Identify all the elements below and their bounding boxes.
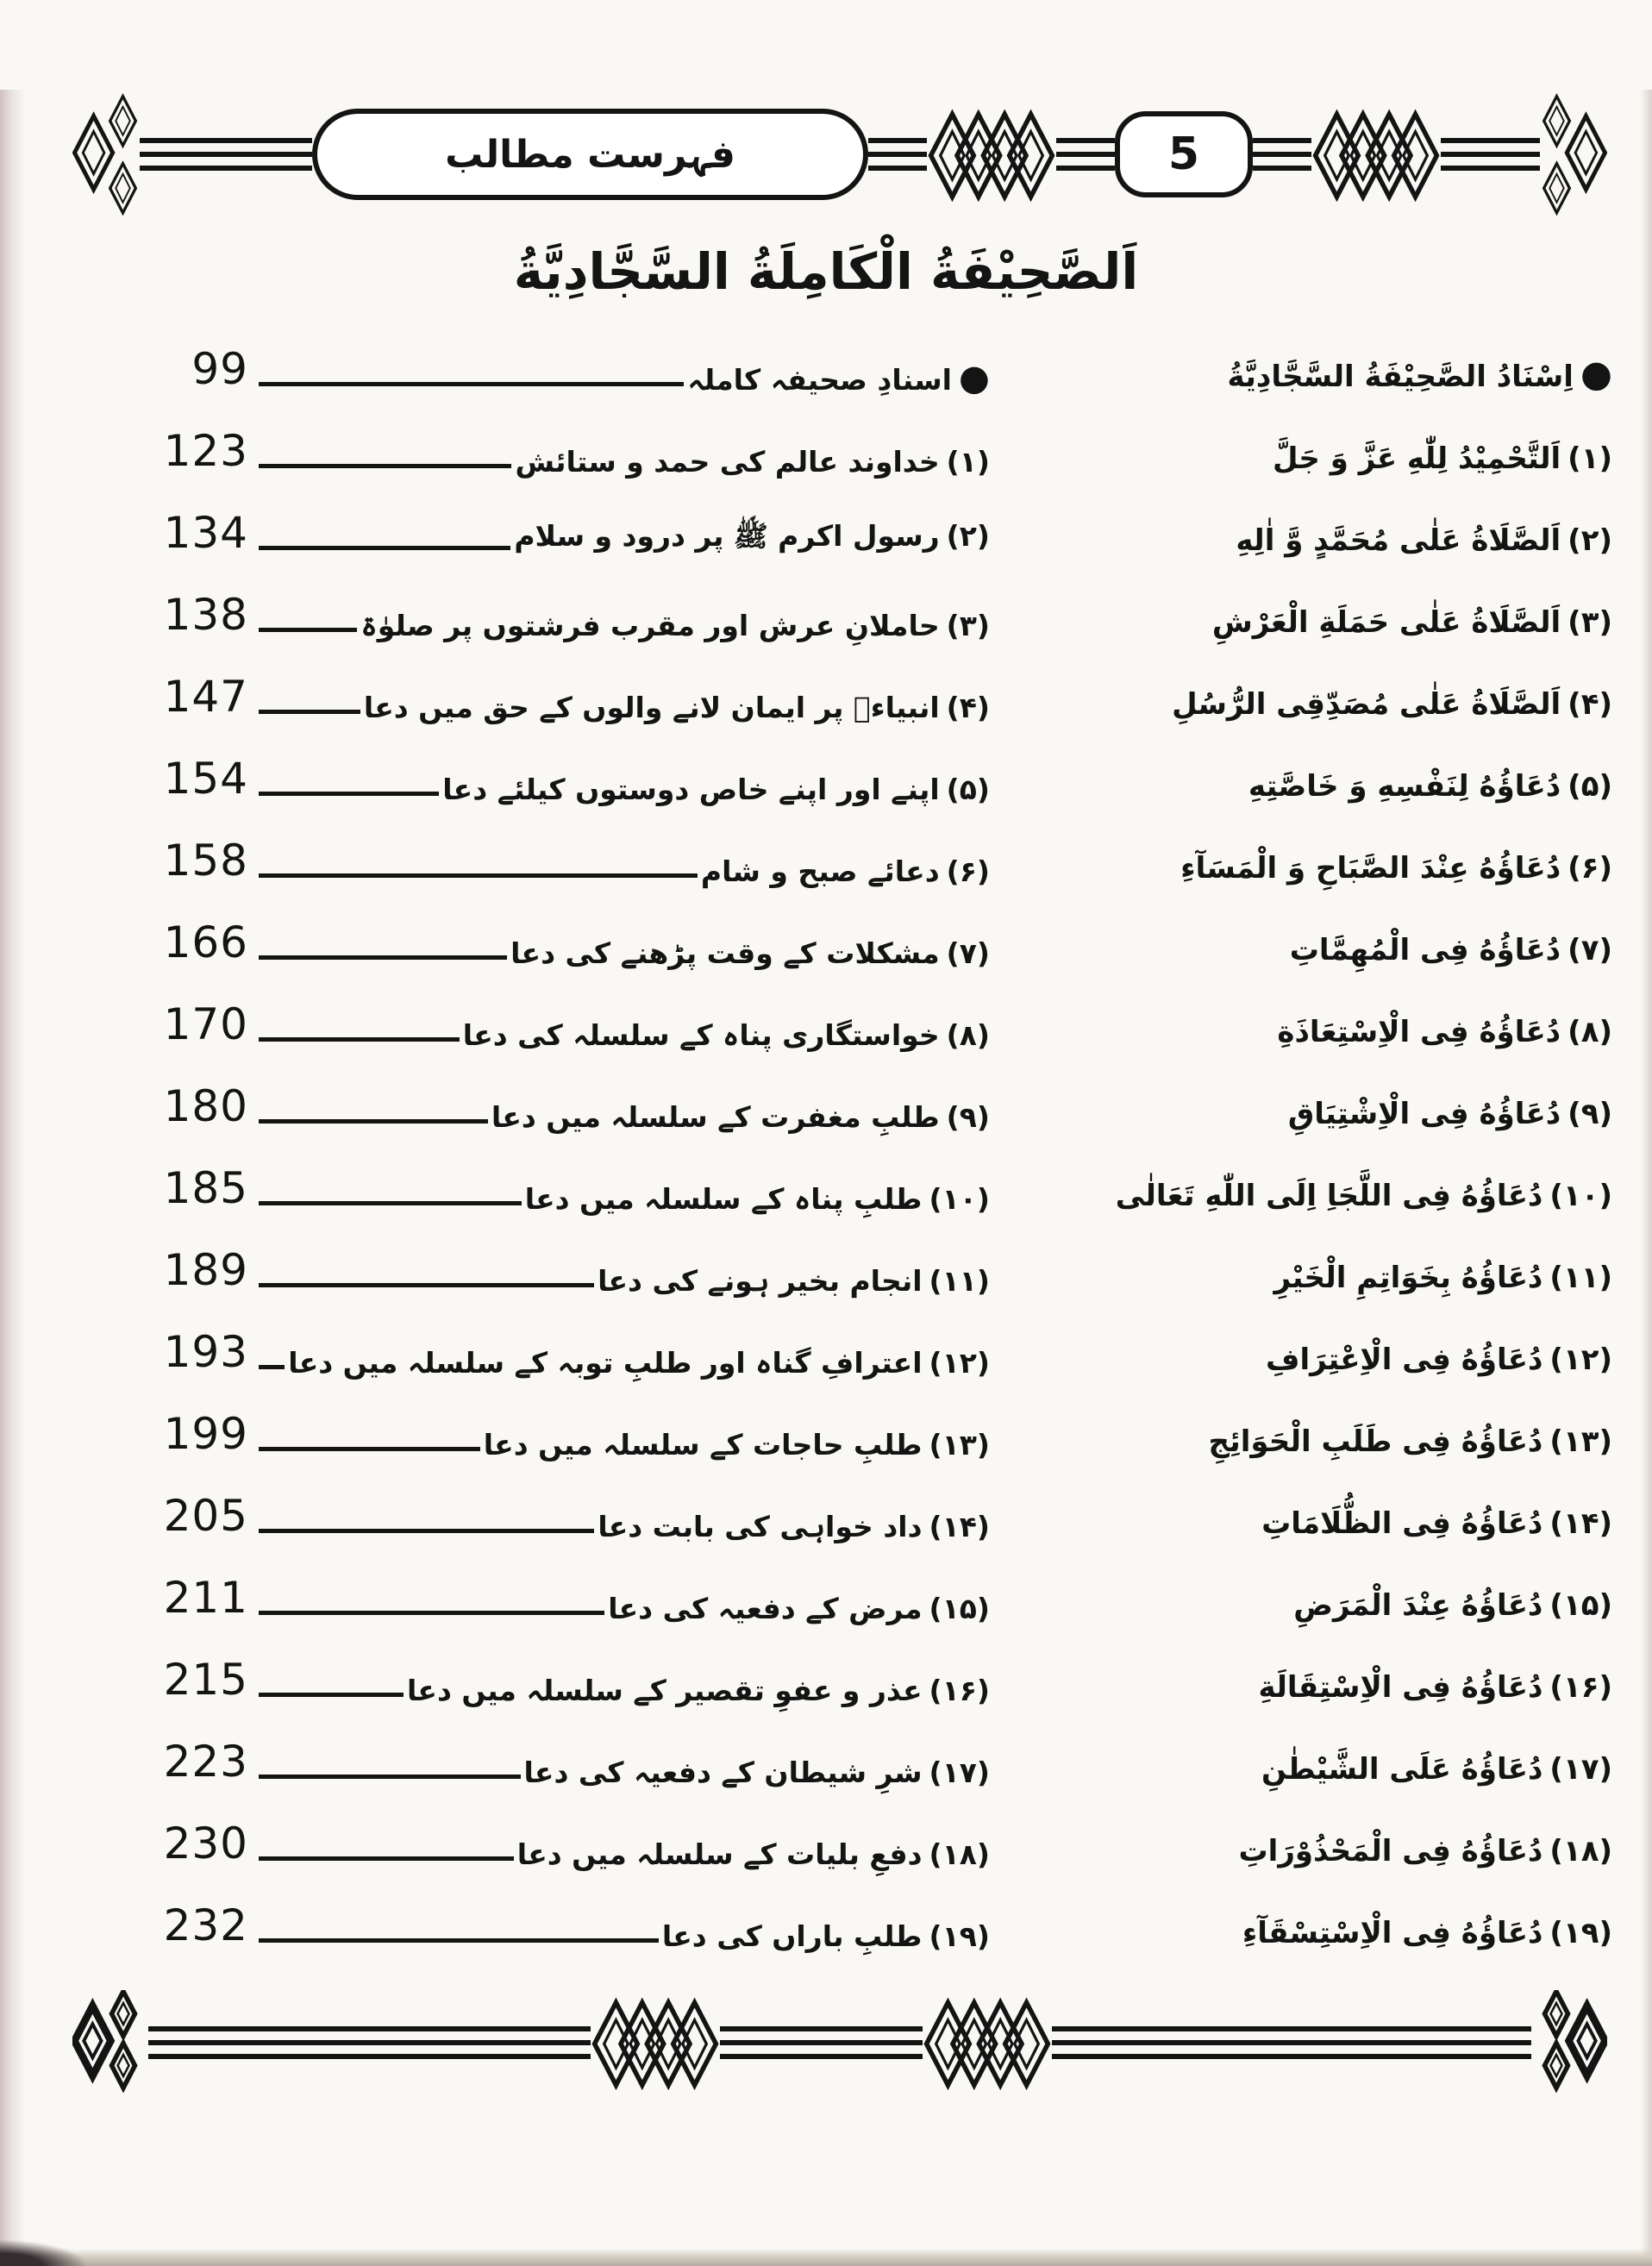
urdu-entry-text: حاملانِ عرش اور مقرب فرشتوں پر صلوٰۃ	[360, 609, 940, 643]
leader-line	[259, 955, 507, 960]
urdu-entry-text: داد خواہی کی بابت دعا	[598, 1510, 923, 1544]
arabic-entry	[1009, 1261, 1612, 1311]
diamond-edge-ornament-icon	[1531, 1990, 1607, 2095]
scanned-book-page	[0, 90, 1652, 2266]
arabic-entry	[1009, 1015, 1612, 1065]
urdu-entry-text: عذر و عفوِ تقصیر کے سلسلہ میں دعا	[407, 1674, 923, 1708]
triple-line-rule	[1056, 138, 1115, 171]
urdu-entry-text: انجام بخیر ہونے کی دعا	[598, 1264, 923, 1299]
arabic-entry	[1009, 1588, 1612, 1638]
arabic-entry-text: دُعَاؤُهُ فِی الْاِشْتِيَاقِ	[1287, 1097, 1561, 1132]
page-edge-right	[1640, 90, 1652, 2266]
entry-marker: (۱۰)	[929, 1182, 990, 1217]
arabic-entry-text: دُعَاؤُهُ فِی الْاِسْتِقَالَةِ	[1258, 1670, 1543, 1706]
leader-line	[259, 1938, 659, 1943]
arabic-entry-text: اَلصَّلَاةُ عَلٰى حَمَلَةِ الْعَرْشِ	[1211, 605, 1561, 641]
leader-line	[259, 1119, 488, 1124]
arabic-entry-text: دُعَاؤُهُ بِخَوَاتِمِ الْخَيْرِ	[1273, 1261, 1543, 1296]
diamond-cluster-ornament-icon	[923, 1994, 1052, 2091]
page-number: 205	[163, 1491, 248, 1542]
entry-marker: (۱۴)	[929, 1510, 990, 1544]
leader-line	[259, 1775, 521, 1779]
entry-marker: (۱۰)	[1549, 1179, 1612, 1214]
urdu-entry-text: شرِ شیطان کے دفعیہ کی دعا	[523, 1756, 923, 1790]
entry-marker: (۱)	[1568, 441, 1612, 477]
urdu-entry-text: طلبِ باراں کی دعا	[661, 1919, 923, 1954]
urdu-entry-text: خواستگاری پناہ کے سلسلہ کی دعا	[462, 1018, 940, 1053]
leader-line	[259, 1201, 522, 1205]
arabic-entry-text: دُعَاؤُهُ لِنَفْسِهِ وَ خَاصَّتِهِ	[1248, 769, 1561, 804]
entry-marker: (۱۲)	[1549, 1343, 1612, 1378]
urdu-entry	[525, 1182, 990, 1229]
diamond-cluster-ornament-icon	[591, 1994, 720, 2091]
page-number: 99	[191, 344, 248, 395]
entry-marker: (۱۸)	[929, 1837, 990, 1872]
entry-marker: (۱۵)	[1549, 1588, 1612, 1624]
arabic-entry	[1009, 523, 1612, 573]
urdu-entry-text: دفعِ بلیات کے سلسلہ میں دعا	[516, 1837, 923, 1872]
leader-line	[259, 1447, 480, 1451]
entry-marker: (۱۲)	[929, 1346, 990, 1380]
diamond-edge-ornament-icon	[72, 1990, 148, 2095]
arabic-entry	[1009, 1670, 1612, 1720]
urdu-entry	[484, 1428, 990, 1474]
triple-line-rule	[1441, 138, 1540, 171]
urdu-entry-text: طلبِ حاجات کے سلسلہ میں دعا	[483, 1428, 923, 1462]
toc-row	[128, 1884, 1612, 1966]
leader-line	[259, 873, 698, 878]
entry-marker: (۷)	[946, 936, 990, 971]
entry-marker: (۷)	[1568, 933, 1612, 968]
leader-line	[259, 1693, 404, 1697]
leader-line	[259, 628, 357, 632]
toc-row	[128, 1393, 1612, 1474]
page-edge-bottom	[0, 2249, 1652, 2266]
entry-marker: (۱۸)	[1549, 1834, 1612, 1869]
arabic-entry	[1009, 1097, 1612, 1147]
footer-ornament-band	[0, 1987, 1652, 2099]
entry-marker: (۳)	[946, 609, 990, 643]
toc-row	[128, 1065, 1612, 1147]
urdu-entry	[598, 1510, 990, 1556]
page-number: 232	[163, 1900, 248, 1951]
arabic-entry	[1009, 1834, 1612, 1884]
arabic-entry-text: اَلتَّحْمِيْدُ لِلّٰهِ عَزَّ وَ جَلَّ	[1273, 441, 1561, 477]
triple-line-rule	[1052, 2026, 1531, 2059]
diamond-cluster-ornament-icon	[927, 106, 1056, 203]
toc-row	[128, 1311, 1612, 1393]
leader-line	[259, 1037, 460, 1042]
toc-row	[128, 410, 1612, 491]
toc-row	[128, 573, 1612, 655]
page-number: 138	[163, 590, 248, 641]
entry-marker: (۲)	[946, 519, 990, 554]
urdu-entry	[701, 854, 990, 901]
arabic-entry	[1009, 354, 1612, 410]
toc-row	[128, 491, 1612, 573]
arabic-entry	[1009, 1506, 1612, 1556]
urdu-entry-text: رسول اکرم ﷺ پر درود و سلام	[514, 519, 940, 554]
arabic-entry-text: دُعَاؤُهُ فِی الْاِسْتِسْقَآءِ	[1242, 1916, 1543, 1951]
page-number: 154	[163, 754, 248, 804]
urdu-entry	[517, 1837, 990, 1884]
arabic-entry-text: دُعَاؤُهُ عَلَى الشَّيْطٰنِ	[1261, 1752, 1543, 1787]
urdu-entry	[442, 773, 990, 819]
urdu-entry-text: مشکلات کے وقت پڑھنے کی دعا	[510, 936, 940, 971]
entry-marker: (۱۹)	[929, 1919, 990, 1954]
urdu-entry	[515, 445, 990, 491]
urdu-entry-text: طلبِ مغفرت کے سلسلہ میں دعا	[491, 1100, 940, 1135]
leader-line	[259, 1365, 285, 1369]
entry-marker: (۱۶)	[1549, 1670, 1612, 1706]
arabic-entry-text: اَلصَّلَاةُ عَلٰى مُصَدِّقِی الرُّسُلِ	[1172, 687, 1561, 723]
page-number: 230	[163, 1818, 248, 1869]
triple-line-rule	[140, 138, 312, 171]
urdu-entry-text: طلبِ پناہ کے سلسلہ میں دعا	[524, 1182, 923, 1217]
header-ornament-band	[0, 90, 1652, 219]
entry-marker: ●	[1580, 354, 1612, 397]
page-number-label: 5	[1167, 128, 1200, 180]
entry-marker: (۴)	[946, 691, 990, 725]
entry-marker: (۱۶)	[929, 1674, 990, 1708]
urdu-entry-text: خداوند عالم کی حمد و ستائش	[515, 445, 940, 479]
arabic-entry	[1009, 1343, 1612, 1393]
leader-line	[259, 1856, 514, 1861]
toc-row	[128, 1229, 1612, 1311]
urdu-entry	[288, 1346, 990, 1393]
urdu-entry-text: اسنادِ صحیفہ کاملہ	[687, 363, 952, 397]
entry-marker: (۶)	[946, 854, 990, 889]
entry-marker: (۴)	[1568, 687, 1612, 723]
page-number: 147	[163, 672, 248, 723]
toc-header-capsule	[312, 109, 868, 200]
arabic-entry	[1009, 851, 1612, 901]
entry-marker: (۱۹)	[1549, 1916, 1612, 1951]
leader-line	[259, 792, 439, 796]
arabic-entry-text: دُعَاؤُهُ فِی الظُّلَامَاتِ	[1261, 1506, 1543, 1542]
urdu-entry	[687, 357, 990, 410]
urdu-entry	[608, 1592, 990, 1638]
urdu-entry-text: مرض کے دفعیہ کی دعا	[608, 1592, 923, 1626]
entry-marker: (۱۵)	[929, 1592, 990, 1626]
entry-marker: (۱۱)	[1549, 1261, 1612, 1296]
page-number: 189	[163, 1245, 248, 1296]
leader-line	[259, 464, 511, 468]
toc-row	[128, 1474, 1612, 1556]
page-number: 158	[163, 836, 248, 886]
entry-marker: (۸)	[946, 1018, 990, 1053]
leader-line	[259, 546, 510, 550]
urdu-entry	[524, 1756, 990, 1802]
triple-line-rule	[1253, 138, 1311, 171]
arabic-entry-text: دُعَاؤُهُ عِنْدَ الصَّبَاحِ وَ الْمَسَآءِ	[1180, 851, 1561, 886]
page-corner-shadow	[0, 2240, 86, 2266]
entry-marker: (۱۷)	[929, 1756, 990, 1790]
entry-marker: (۱۷)	[1549, 1752, 1612, 1787]
urdu-entry-text: دعائے صبح و شام	[700, 854, 940, 889]
entry-marker: (۱۴)	[1549, 1506, 1612, 1542]
entry-marker: (۱۳)	[929, 1428, 990, 1462]
urdu-entry	[598, 1264, 990, 1311]
leader-line	[259, 1529, 594, 1533]
toc-header-label: فہرست مطالب	[445, 132, 735, 177]
arabic-entry-text: دُعَاؤُهُ فِی الْاِعْتِرَافِ	[1266, 1343, 1543, 1378]
page-number-capsule	[1115, 111, 1253, 197]
toc-row	[128, 1638, 1612, 1720]
urdu-entry	[662, 1919, 990, 1966]
entry-marker: ●	[959, 357, 990, 399]
arabic-entry	[1009, 1424, 1612, 1474]
urdu-entry-text: انبیاءؑ پر ایمان لانے والوں کے حق میں دعا	[363, 691, 940, 725]
entry-marker: (۳)	[1568, 605, 1612, 641]
diamond-edge-ornament-icon	[1540, 90, 1607, 219]
page-number: 193	[163, 1327, 248, 1378]
entry-marker: (۹)	[1568, 1097, 1612, 1132]
urdu-entry	[360, 609, 990, 655]
arabic-entry-text: دُعَاؤُهُ عِنْدَ الْمَرَضِ	[1293, 1588, 1543, 1624]
page-number: 134	[163, 508, 248, 559]
urdu-entry	[407, 1674, 990, 1720]
page-number: 170	[163, 999, 248, 1050]
triple-line-rule	[148, 2026, 591, 2059]
urdu-entry-text: اپنے اور اپنے خاص دوستوں کیلئے دعا	[442, 773, 940, 807]
triple-line-rule	[868, 138, 927, 171]
entry-marker: (۹)	[946, 1100, 990, 1135]
toc-row	[128, 1147, 1612, 1229]
leader-line	[259, 1283, 594, 1287]
page-edge-left	[0, 90, 26, 2266]
diamond-cluster-ornament-icon	[1311, 106, 1441, 203]
urdu-entry-text: اعترافِ گناہ اور طلبِ توبہ کے سلسلہ میں دعا	[288, 1346, 923, 1380]
urdu-entry	[514, 519, 990, 573]
entry-marker: (۱)	[946, 445, 990, 479]
arabic-entry	[1009, 441, 1612, 491]
page-number: 166	[163, 917, 248, 968]
arabic-entry	[1009, 1916, 1612, 1966]
arabic-entry-text: دُعَاؤُهُ فِی الْمُهِمَّاتِ	[1289, 933, 1561, 968]
arabic-entry	[1009, 1179, 1612, 1229]
toc-row	[128, 1802, 1612, 1884]
arabic-entry-text: دُعَاؤُهُ فِی اللَّجَاِ اِلَى اللّٰهِ تَعَالٰى	[1115, 1179, 1543, 1214]
page-number: 211	[163, 1573, 248, 1624]
page-number: 215	[163, 1655, 248, 1706]
leader-line	[259, 382, 684, 386]
entry-marker: (۲)	[1568, 523, 1612, 559]
page-number: 223	[163, 1737, 248, 1787]
toc-row	[128, 655, 1612, 737]
entry-marker: (۸)	[1568, 1015, 1612, 1050]
arabic-entry-text: دُعَاؤُهُ فِی طَلَبِ الْحَوَائِجِ	[1208, 1424, 1543, 1460]
arabic-entry	[1009, 605, 1612, 655]
arabic-entry	[1009, 1752, 1612, 1802]
entry-marker: (۵)	[946, 773, 990, 807]
entry-marker: (۵)	[1568, 769, 1612, 804]
leader-line	[259, 1611, 604, 1615]
leader-line	[259, 710, 360, 714]
diamond-edge-ornament-icon	[72, 90, 140, 219]
page-number: 199	[163, 1409, 248, 1460]
toc-row	[128, 819, 1612, 901]
page-title: اَلصَّحِيْفَةُ الْكَامِلَةُ السَّجَّادِيَّةُ	[513, 242, 1139, 301]
toc-row	[128, 328, 1612, 410]
entry-marker: (۱۱)	[929, 1264, 990, 1299]
triple-line-rule	[720, 2026, 923, 2059]
urdu-entry	[364, 691, 990, 737]
toc-row	[128, 1556, 1612, 1638]
urdu-entry	[463, 1018, 990, 1065]
arabic-entry	[1009, 687, 1612, 737]
toc-row	[128, 1720, 1612, 1802]
toc-row	[128, 983, 1612, 1065]
toc-row	[128, 901, 1612, 983]
entry-marker: (۶)	[1568, 851, 1612, 886]
arabic-entry	[1009, 933, 1612, 983]
arabic-entry-text: اِسْنَادُ الصَّحِيْفَةُ السَّجَّادِيَّةُ	[1227, 360, 1574, 395]
toc-row	[128, 737, 1612, 819]
urdu-entry	[510, 936, 990, 983]
entry-marker: (۱۳)	[1549, 1424, 1612, 1460]
page-number: 180	[163, 1081, 248, 1132]
arabic-entry	[1009, 769, 1612, 819]
urdu-entry	[491, 1100, 990, 1147]
toc-list	[0, 319, 1652, 1966]
arabic-entry-text: دُعَاؤُهُ فِی الْمَحْذُوْرَاتِ	[1238, 1834, 1543, 1869]
page-number: 123	[163, 426, 248, 477]
arabic-entry-text: اَلصَّلَاةُ عَلٰى مُحَمَّدٍ وَّ اٰلِهِ	[1236, 523, 1561, 559]
page-number: 185	[163, 1163, 248, 1214]
arabic-entry-text: دُعَاؤُهُ فِی الْاِسْتِعَاذَةِ	[1277, 1015, 1561, 1050]
